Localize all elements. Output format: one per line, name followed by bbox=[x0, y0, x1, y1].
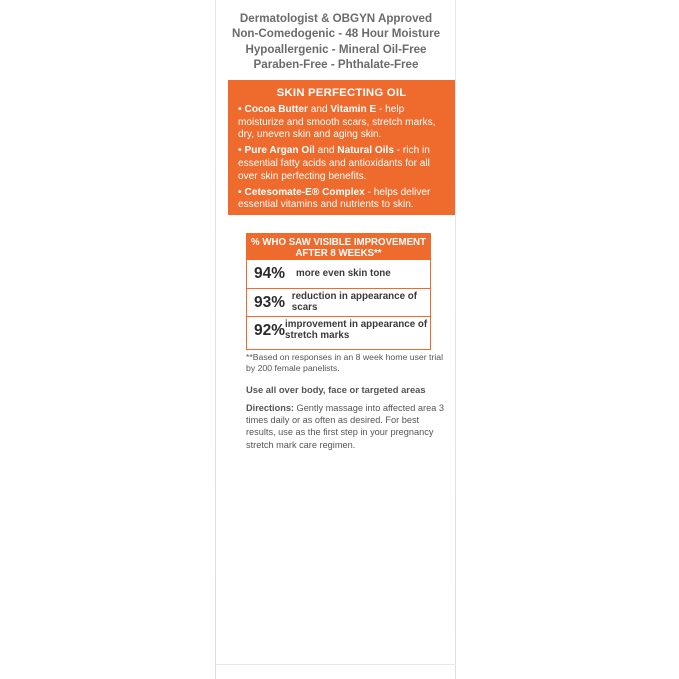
directions-text bbox=[246, 402, 446, 451]
panel-title: SKIN PERFECTING OIL bbox=[276, 87, 407, 99]
benefit-connector: and bbox=[307, 103, 331, 115]
benefit-text: - helps deliver essential vitamins and nutrients to skin. bbox=[238, 186, 431, 211]
box-bottom-fold bbox=[216, 664, 456, 665]
result-description: improvement in appearance of stretch marks bbox=[285, 319, 428, 341]
benefit-item bbox=[238, 187, 445, 213]
benefit-ingredient: Pure Argan Oil bbox=[244, 145, 315, 157]
directions-body: Gently massage into affected area 3 times daily or as often as desired. For best results, use as the first step in your pregnancy stretch mark care regimen. bbox=[246, 403, 444, 450]
product-claims bbox=[216, 11, 456, 72]
results-table bbox=[246, 233, 431, 350]
result-description: reduction in appearance of scars bbox=[291, 291, 418, 313]
benefit-text: - rich in essential fatty acids and antioxidants for all over skin perfecting benefits. bbox=[238, 145, 430, 182]
directions-label: Directions: bbox=[246, 403, 294, 413]
skin-perfecting-oil-panel bbox=[228, 80, 455, 215]
result-row bbox=[247, 288, 430, 316]
result-description: more even skin tone bbox=[296, 267, 391, 279]
bullet-icon: • bbox=[238, 103, 242, 115]
result-percent: 94% bbox=[254, 265, 286, 282]
bullet-icon: • bbox=[238, 145, 242, 157]
claim-line: Non-Comedogenic - 48 Hour Moisture bbox=[231, 27, 441, 41]
results-heading: % WHO SAW VISIBLE IMPROVEMENT AFTER 8 WEEKS** bbox=[247, 234, 430, 260]
result-percent: 93% bbox=[254, 293, 286, 311]
benefit-ingredient: Natural Oils bbox=[337, 145, 394, 157]
benefit-item bbox=[238, 104, 445, 142]
box-right-edge bbox=[455, 0, 456, 679]
benefit-ingredient: Vitamin E bbox=[330, 103, 377, 115]
usage-note: Use all over body, face or targeted areas bbox=[246, 384, 426, 395]
benefit-ingredient: ® Complex bbox=[311, 186, 365, 198]
benefit-text: - help moisturize and smooth scars, stretch marks, dry, uneven skin and aging skin. bbox=[238, 103, 436, 141]
benefit-item bbox=[238, 145, 445, 183]
result-row bbox=[247, 260, 430, 288]
claim-line: Dermatologist & OBGYN Approved bbox=[239, 12, 433, 25]
claim-line: Hypoallergenic - Mineral Oil-Free bbox=[245, 42, 427, 56]
result-percent: 92% bbox=[254, 321, 286, 339]
study-footnote: **Based on responses in an 8 week home user trial by 200 female panelists. bbox=[246, 352, 444, 373]
bullet-icon: • bbox=[238, 186, 242, 198]
claim-line: Paraben-Free - Phthalate-Free bbox=[253, 57, 419, 71]
benefit-ingredient: Cetesomate-E bbox=[244, 186, 312, 198]
result-row bbox=[247, 316, 430, 344]
benefit-ingredient: Cocoa Butter bbox=[244, 103, 308, 115]
benefit-connector: and bbox=[314, 145, 338, 157]
